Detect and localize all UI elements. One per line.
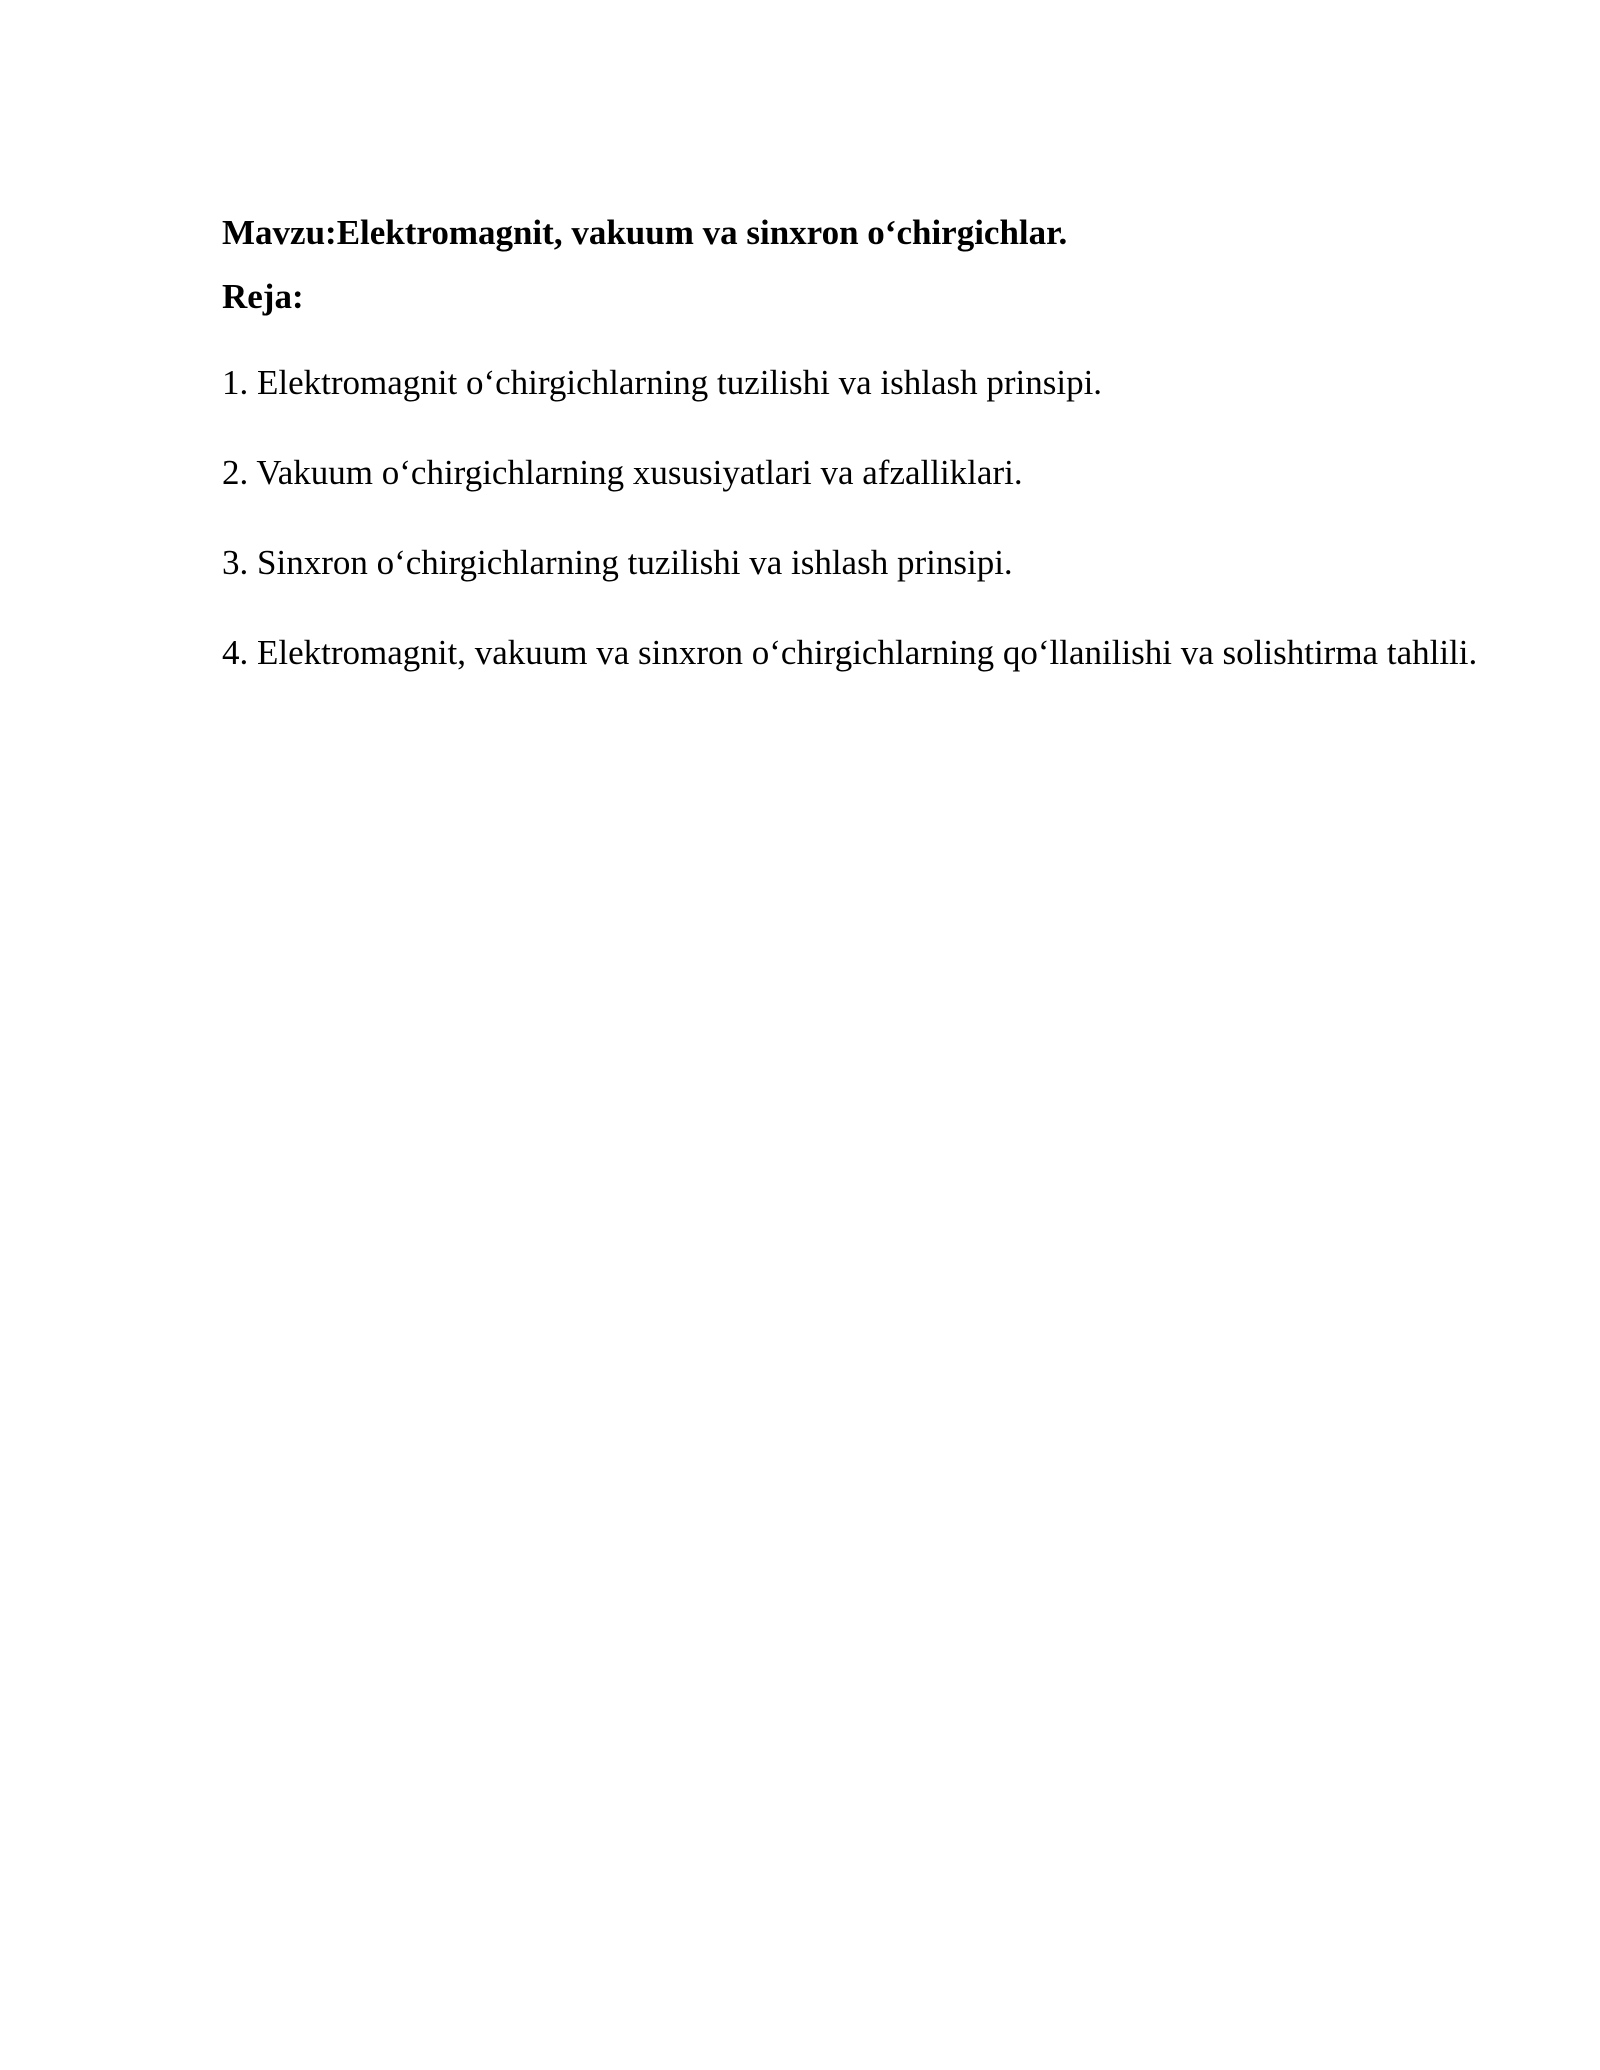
document-title: Mavzu:Elektromagnit, vakuum va sinxron o‘chirgichlar. [222,213,1068,252]
plan-item-2: 2. Vakuum o‘chirgichlarning xususiyatlari va afzalliklari. [222,453,1023,492]
plan-item-1: 1. Elektromagnit o‘chirgichlarning tuzilishi va ishlash prinsipi. [222,363,1103,402]
document-content [222,205,1487,685]
plan-heading: Reja: [222,277,304,316]
plan-item-3: 3. Sinxron o‘chirgichlarning tuzilishi va ishlash prinsipi. [222,543,1013,582]
plan-item-4: 4. Elektromagnit, vakuum va sinxron o‘chirgichlarning qo‘llanilishi va solishtirma tahlili. [222,633,1478,672]
